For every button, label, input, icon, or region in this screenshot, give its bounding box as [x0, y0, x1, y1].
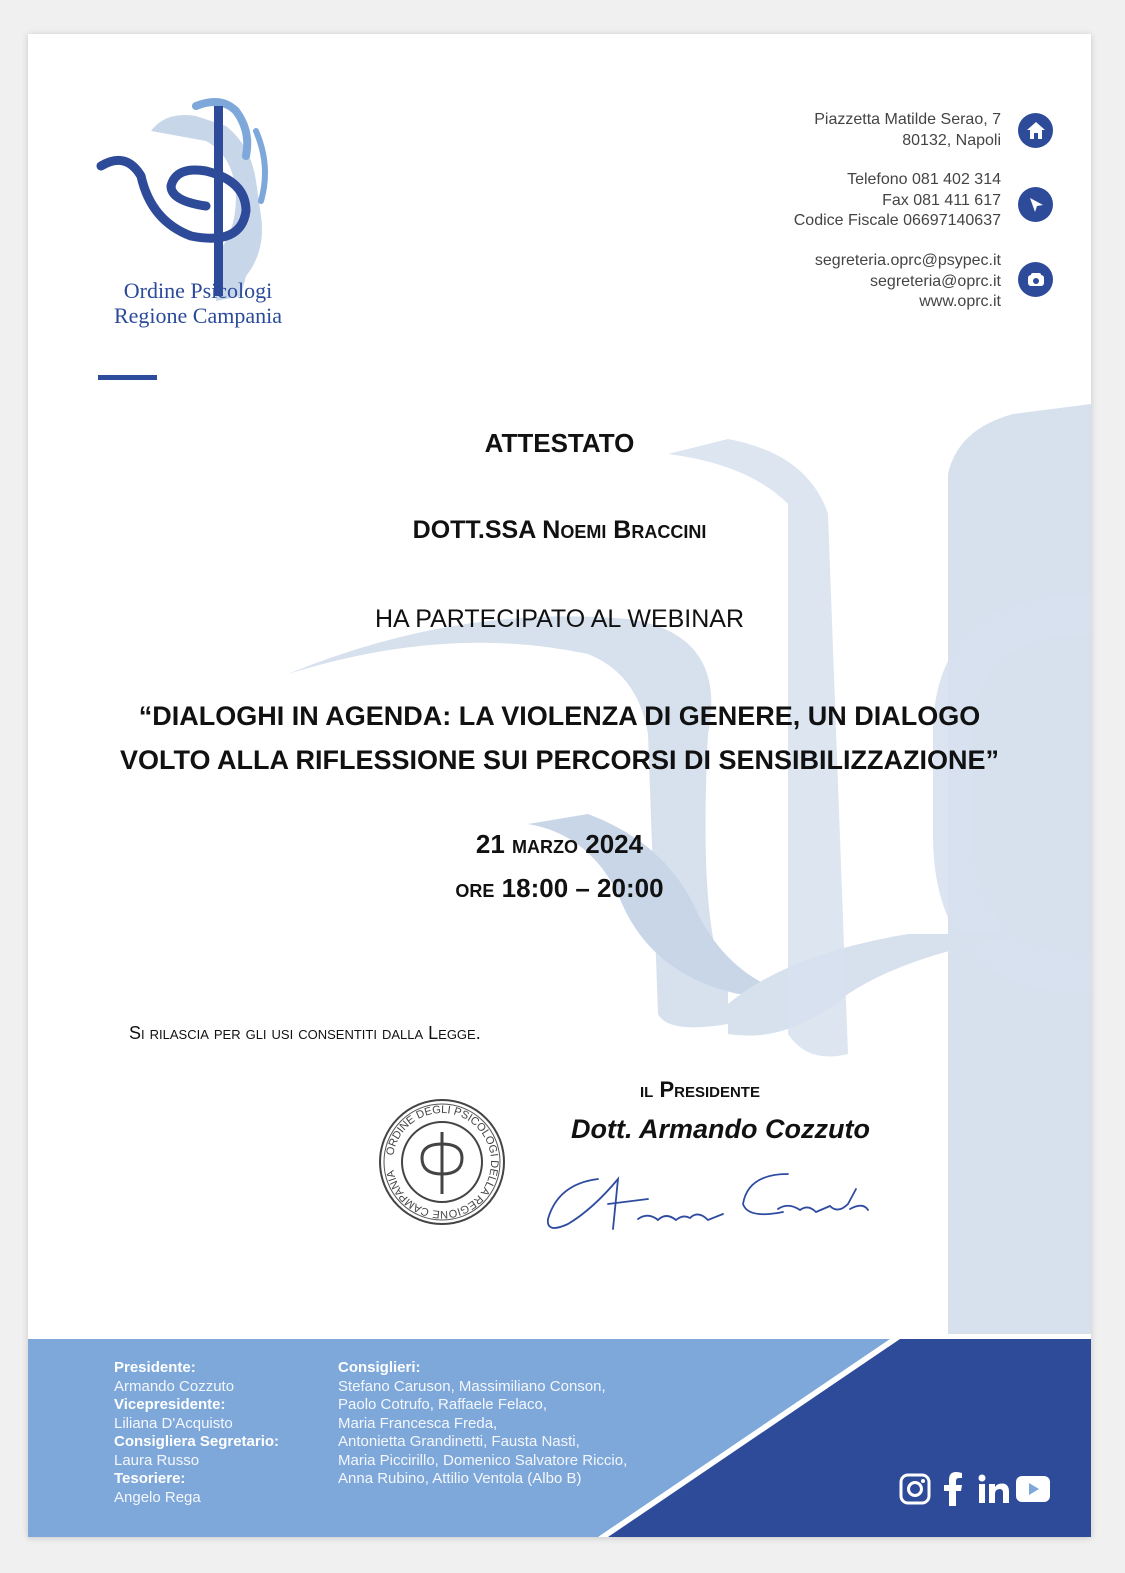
councillors-line: Maria Francesca Freda, [338, 1414, 498, 1432]
event-date: 21 marzo 2024 [475, 829, 644, 859]
release-note: Si rilascia per gli usi consentiti dalla Legge. [129, 1023, 481, 1043]
certificate-title: ATTESTATO [484, 428, 635, 458]
councillors-line: Stefano Caruson, Massimiliano Conson, [338, 1377, 606, 1395]
event-time: ore 18:00 – 20:00 [455, 873, 664, 903]
officer-name: Angelo Rega [114, 1488, 201, 1506]
footer [28, 1339, 1091, 1537]
officer-label: Consigliera Segretario: [114, 1433, 280, 1450]
event-title [98, 694, 1021, 782]
recipient-name: DOTT.SSA Noemi Braccini [412, 516, 707, 544]
councillors-line: Anna Rubino, Attilio Ventola (Albo B) [338, 1470, 582, 1487]
councillors-label: Consiglieri: [338, 1359, 421, 1376]
contact-web [815, 251, 1001, 313]
instagram-icon[interactable] [898, 1472, 932, 1506]
president-role: il Presidente [640, 1077, 760, 1102]
councillors-line: Paolo Cotrufo, Raffaele Felaco, [338, 1396, 548, 1413]
youtube-icon[interactable] [1016, 1472, 1050, 1506]
website-link[interactable]: www.oprc.it [919, 293, 1001, 310]
logo-line-2: Regione Campania [113, 303, 282, 328]
address-line: Piazzetta Matilde Serao, 7 [814, 111, 1001, 128]
official-seal-stamp [376, 1096, 509, 1229]
councillors-line: Antonietta Grandinetti, Fausta Nasti, [338, 1433, 580, 1450]
president-name: Dott. Armando Cozzuto [571, 1114, 870, 1144]
tax-code-line: Codice Fiscale 06697140637 [793, 212, 1001, 229]
logo-line-1: Ordine Psicologi [123, 278, 273, 303]
home-icon [1018, 113, 1053, 148]
president-signature [538, 1154, 888, 1239]
contact-address [814, 110, 1001, 151]
officer-label: Presidente: [114, 1359, 196, 1376]
svg-text:ORDINE DEGLI PSICOLOGI DELLA R: ORDINE DEGLI PSICOLOGI DELLA REGIONE CAMPANIA [384, 1103, 501, 1221]
officer-label: Tesoriere: [114, 1470, 186, 1487]
officer-name: Laura Russo [114, 1451, 200, 1469]
email[interactable]: segreteria@oprc.it [870, 272, 1001, 290]
logo-wordmark [83, 278, 313, 328]
certificate-page [28, 34, 1091, 1537]
event-title-line-2: VOLTO ALLA RIFLESSIONE SUI PERCORSI DI SENSIBILIZZAZIONE” [119, 745, 1000, 775]
contact-phones [794, 170, 1001, 232]
participation-text: HA PARTECIPATO AL WEBINAR [374, 605, 745, 633]
linkedin-icon[interactable] [976, 1472, 1012, 1506]
councillors-line: Maria Piccirillo, Domenico Salvatore Riccio, [338, 1451, 628, 1469]
officer-label: Vicepresidente: [114, 1396, 226, 1413]
phone-line: Telefono 081 402 314 [847, 171, 1001, 188]
facebook-icon[interactable] [938, 1472, 970, 1506]
officer-name: Armando Cozzuto [114, 1377, 235, 1395]
address-line: 80132, Napoli [902, 131, 1001, 149]
board-councillors [338, 1359, 627, 1489]
event-title-line-1: “DIALOGHI IN AGENDA: LA VIOLENZA DI GENERE, UN DIALOGO [138, 701, 981, 731]
board-officers [114, 1359, 279, 1507]
fax-line: Fax 081 411 617 [882, 191, 1001, 209]
officer-name: Liliana D'Acquisto [114, 1414, 233, 1432]
phone-icon [1018, 262, 1053, 297]
cursor-icon [1018, 187, 1053, 222]
logo-divider [98, 375, 157, 380]
pec-email[interactable]: segreteria.oprc@psypec.it [814, 252, 1001, 269]
